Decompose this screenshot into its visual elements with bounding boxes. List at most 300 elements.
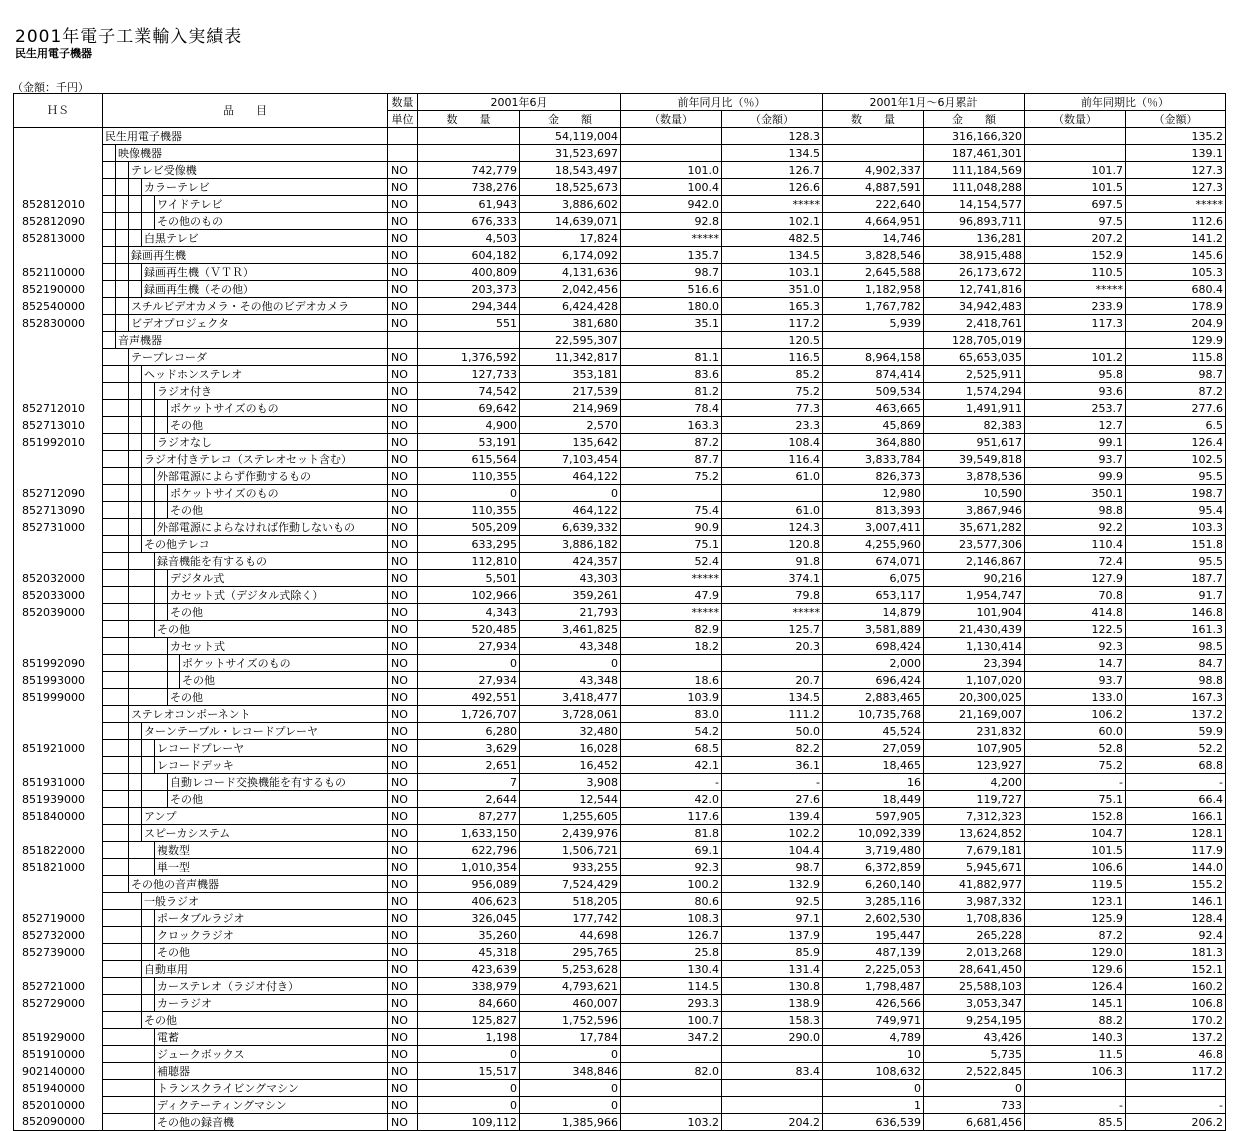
item-label: カラーテレビ	[142, 179, 388, 196]
yoy-month-qty-cell: *****	[621, 230, 722, 247]
month-qty-cell: 45,318	[418, 944, 520, 961]
month-qty-cell: 27,934	[418, 672, 520, 689]
month-qty-cell: 2,651	[418, 757, 520, 774]
tree-indent	[142, 1063, 155, 1080]
item-label: 電蓄	[155, 1029, 388, 1046]
yoy-period-qty-cell	[1025, 332, 1126, 349]
item-label: 自動車用	[142, 961, 388, 978]
hs-code: 852732000	[14, 927, 103, 944]
yoy-period-amount-cell: 161.3	[1126, 621, 1226, 638]
cum-amount-cell: 4,200	[924, 774, 1025, 791]
tree-indent	[129, 689, 142, 706]
tree-indent	[103, 825, 116, 842]
cum-qty-cell: 0	[823, 1080, 924, 1097]
month-amount-cell: 295,765	[520, 944, 621, 961]
table-row	[14, 434, 1226, 451]
tree-indent	[129, 910, 142, 927]
table-row	[14, 910, 1226, 927]
hs-code	[14, 162, 103, 179]
month-qty-cell: 102,966	[418, 587, 520, 604]
tree-indent	[129, 859, 142, 876]
col-header-yoy-month-amount: （金額）	[722, 111, 823, 128]
cum-amount-cell: 733	[924, 1097, 1025, 1114]
month-qty-cell: 604,182	[418, 247, 520, 264]
cum-qty-cell: 5,939	[823, 315, 924, 332]
cum-qty-cell: 826,373	[823, 468, 924, 485]
col-header-month: 2001年6月	[418, 94, 621, 111]
unit-cell: NO	[388, 553, 418, 570]
tree-indent	[129, 825, 142, 842]
table-row	[14, 723, 1226, 740]
yoy-period-qty-cell: 253.7	[1025, 400, 1126, 417]
table-row	[14, 536, 1226, 553]
tree-indent	[129, 621, 142, 638]
yoy-period-amount-cell: 204.9	[1126, 315, 1226, 332]
unit-cell: NO	[388, 417, 418, 434]
tree-indent	[116, 791, 129, 808]
month-amount-cell: 18,525,673	[520, 179, 621, 196]
tree-indent	[116, 570, 129, 587]
hs-code	[14, 383, 103, 400]
tree-indent	[155, 417, 168, 434]
yoy-period-amount-cell: 98.8	[1126, 672, 1226, 689]
month-amount-cell: 1,506,721	[520, 842, 621, 859]
cum-amount-cell: 2,525,911	[924, 366, 1025, 383]
table-row	[14, 876, 1226, 893]
yoy-month-qty-cell: 347.2	[621, 1029, 722, 1046]
item-label: ターンテーブル・レコードプレーヤ	[142, 723, 388, 740]
cum-amount-cell: 1,708,836	[924, 910, 1025, 927]
hs-code	[14, 825, 103, 842]
yoy-month-amount-cell	[722, 655, 823, 672]
yoy-month-qty-cell: 75.4	[621, 502, 722, 519]
hs-code	[14, 468, 103, 485]
tree-indent	[142, 672, 155, 689]
hs-code	[14, 536, 103, 553]
tree-indent	[116, 264, 129, 281]
month-amount-cell: 0	[520, 1046, 621, 1063]
month-qty-cell: 633,295	[418, 536, 520, 553]
yoy-period-amount-cell: 137.2	[1126, 1029, 1226, 1046]
tree-indent	[142, 1046, 155, 1063]
col-header-unit: 単位	[388, 111, 418, 128]
tree-indent	[129, 723, 142, 740]
cum-amount-cell: 2,418,761	[924, 315, 1025, 332]
yoy-month-amount-cell: 85.2	[722, 366, 823, 383]
cum-qty-cell: 2,000	[823, 655, 924, 672]
cum-qty-cell: 674,071	[823, 553, 924, 570]
yoy-month-qty-cell: 68.5	[621, 740, 722, 757]
unit-cell: NO	[388, 604, 418, 621]
month-qty-cell: 1,726,707	[418, 706, 520, 723]
table-row	[14, 791, 1226, 808]
item-label: テレビ受像機	[129, 162, 388, 179]
yoy-period-amount-cell: 112.6	[1126, 213, 1226, 230]
cum-amount-cell: 123,927	[924, 757, 1025, 774]
yoy-month-amount-cell: *****	[722, 604, 823, 621]
yoy-period-amount-cell: 151.8	[1126, 536, 1226, 553]
yoy-month-qty-cell: 103.9	[621, 689, 722, 706]
month-qty-cell: 84,660	[418, 995, 520, 1012]
tree-indent	[103, 978, 116, 995]
cum-amount-cell: 21,169,007	[924, 706, 1025, 723]
col-header-hs: ＨＳ	[14, 94, 103, 128]
tree-indent	[116, 417, 129, 434]
yoy-period-amount-cell: 95.4	[1126, 502, 1226, 519]
tree-indent	[116, 604, 129, 621]
yoy-month-qty-cell: 78.4	[621, 400, 722, 417]
tree-indent	[142, 655, 155, 672]
tree-indent	[103, 910, 116, 927]
yoy-month-amount-cell: 351.0	[722, 281, 823, 298]
tree-indent	[116, 740, 129, 757]
yoy-period-amount-cell: 181.3	[1126, 944, 1226, 961]
yoy-period-amount-cell: 155.2	[1126, 876, 1226, 893]
yoy-month-amount-cell: 204.2	[722, 1114, 823, 1131]
cum-qty-cell: 2,645,588	[823, 264, 924, 281]
month-amount-cell: 17,784	[520, 1029, 621, 1046]
tree-indent	[142, 434, 155, 451]
unit-cell: NO	[388, 808, 418, 825]
yoy-period-qty-cell: 87.2	[1025, 927, 1126, 944]
tree-indent	[116, 944, 129, 961]
cum-qty-cell: 45,524	[823, 723, 924, 740]
yoy-period-qty-cell: 152.8	[1025, 808, 1126, 825]
tree-indent	[103, 502, 116, 519]
month-amount-cell: 17,824	[520, 230, 621, 247]
yoy-month-qty-cell: 135.7	[621, 247, 722, 264]
month-qty-cell: 2,644	[418, 791, 520, 808]
tree-indent	[103, 672, 116, 689]
yoy-month-amount-cell: 27.6	[722, 791, 823, 808]
yoy-month-amount-cell: 137.9	[722, 927, 823, 944]
yoy-month-qty-cell: 108.3	[621, 910, 722, 927]
item-label: デジタル式	[168, 570, 388, 587]
yoy-period-amount-cell: 145.6	[1126, 247, 1226, 264]
unit-cell: NO	[388, 1029, 418, 1046]
month-amount-cell: 43,303	[520, 570, 621, 587]
table-row	[14, 587, 1226, 604]
month-amount-cell: 18,543,497	[520, 162, 621, 179]
yoy-period-qty-cell: 101.5	[1025, 842, 1126, 859]
yoy-month-amount-cell: 134.5	[722, 689, 823, 706]
hs-code	[14, 1012, 103, 1029]
hs-code: 852032000	[14, 570, 103, 587]
yoy-month-qty-cell: 100.2	[621, 876, 722, 893]
month-qty-cell: 0	[418, 655, 520, 672]
item-label: その他	[168, 689, 388, 706]
tree-indent	[116, 451, 129, 468]
month-amount-cell: 0	[520, 1080, 621, 1097]
item-label: カセット式（デジタル式除く）	[168, 587, 388, 604]
unit-cell: NO	[388, 451, 418, 468]
item-label: ディクテーティングマシン	[155, 1097, 388, 1114]
col-header-yoy-month: 前年同月比（％）	[621, 94, 823, 111]
tree-indent	[155, 400, 168, 417]
cum-qty-cell	[823, 145, 924, 162]
yoy-period-qty-cell: 70.8	[1025, 587, 1126, 604]
tree-indent	[129, 264, 142, 281]
hs-code	[14, 893, 103, 910]
yoy-period-qty-cell: *****	[1025, 281, 1126, 298]
tree-indent	[103, 366, 116, 383]
cum-amount-cell: 43,426	[924, 1029, 1025, 1046]
tree-indent	[116, 1080, 129, 1097]
tree-indent	[103, 315, 116, 332]
month-amount-cell: 217,539	[520, 383, 621, 400]
cum-qty-cell: 636,539	[823, 1114, 924, 1131]
item-label: 補聴器	[155, 1063, 388, 1080]
tree-indent	[129, 179, 142, 196]
tree-indent	[129, 1012, 142, 1029]
unit-cell: NO	[388, 1063, 418, 1080]
hs-code: 851993000	[14, 672, 103, 689]
month-qty-cell: 1,376,592	[418, 349, 520, 366]
cum-amount-cell: 14,154,577	[924, 196, 1025, 213]
yoy-month-amount-cell: 158.3	[722, 1012, 823, 1029]
month-amount-cell: 3,908	[520, 774, 621, 791]
month-amount-cell: 214,969	[520, 400, 621, 417]
tree-indent	[103, 570, 116, 587]
cum-qty-cell: 509,534	[823, 383, 924, 400]
yoy-period-amount-cell: 128.4	[1126, 910, 1226, 927]
yoy-month-qty-cell: 82.0	[621, 1063, 722, 1080]
tree-indent	[116, 519, 129, 536]
tree-indent	[129, 213, 142, 230]
tree-indent	[142, 689, 155, 706]
cum-amount-cell: 3,878,536	[924, 468, 1025, 485]
tree-indent	[103, 196, 116, 213]
yoy-month-qty-cell	[621, 1097, 722, 1114]
hs-code: 851931000	[14, 774, 103, 791]
tree-indent	[142, 910, 155, 927]
month-amount-cell: 14,639,071	[520, 213, 621, 230]
yoy-period-qty-cell: 350.1	[1025, 485, 1126, 502]
unit-cell	[388, 128, 418, 145]
cum-amount-cell: 1,107,020	[924, 672, 1025, 689]
tree-indent	[129, 417, 142, 434]
month-qty-cell	[418, 145, 520, 162]
cum-qty-cell: 1,798,487	[823, 978, 924, 995]
month-qty-cell: 125,827	[418, 1012, 520, 1029]
yoy-period-amount-cell: 178.9	[1126, 298, 1226, 315]
tree-indent	[129, 553, 142, 570]
cum-qty-cell: 108,632	[823, 1063, 924, 1080]
item-label: 複数型	[155, 842, 388, 859]
month-amount-cell: 381,680	[520, 315, 621, 332]
yoy-month-amount-cell: 36.1	[722, 757, 823, 774]
unit-cell: NO	[388, 638, 418, 655]
cum-qty-cell: 3,719,480	[823, 842, 924, 859]
tree-indent	[129, 281, 142, 298]
cum-amount-cell: 7,679,181	[924, 842, 1025, 859]
unit-cell: NO	[388, 519, 418, 536]
yoy-month-qty-cell: 35.1	[621, 315, 722, 332]
month-qty-cell: 520,485	[418, 621, 520, 638]
item-label: 白黒テレビ	[142, 230, 388, 247]
cum-amount-cell: 265,228	[924, 927, 1025, 944]
month-amount-cell: 5,253,628	[520, 961, 621, 978]
hs-code: 852110000	[14, 264, 103, 281]
col-header-item: 品 目	[103, 94, 388, 128]
yoy-period-amount-cell: 146.1	[1126, 893, 1226, 910]
table-row	[14, 315, 1226, 332]
hs-code	[14, 961, 103, 978]
yoy-period-qty-cell: 99.1	[1025, 434, 1126, 451]
cum-qty-cell: 4,255,960	[823, 536, 924, 553]
month-qty-cell: 27,934	[418, 638, 520, 655]
tree-indent	[129, 451, 142, 468]
item-label: 録画再生機	[129, 247, 388, 264]
table-row	[14, 281, 1226, 298]
month-amount-cell: 1,385,966	[520, 1114, 621, 1131]
cum-qty-cell: 10,092,339	[823, 825, 924, 842]
yoy-month-amount-cell: 108.4	[722, 434, 823, 451]
yoy-month-qty-cell: 25.8	[621, 944, 722, 961]
cum-amount-cell: 128,705,019	[924, 332, 1025, 349]
table-row	[14, 1046, 1226, 1063]
yoy-period-qty-cell	[1025, 1080, 1126, 1097]
unit-cell: NO	[388, 910, 418, 927]
yoy-period-qty-cell: 12.7	[1025, 417, 1126, 434]
table-row	[14, 485, 1226, 502]
cum-qty-cell: 487,139	[823, 944, 924, 961]
unit-cell: NO	[388, 825, 418, 842]
tree-indent	[129, 927, 142, 944]
yoy-period-qty-cell: 133.0	[1025, 689, 1126, 706]
yoy-month-qty-cell: -	[621, 774, 722, 791]
table-row	[14, 1114, 1226, 1131]
hs-code: 852713010	[14, 417, 103, 434]
month-qty-cell: 74,542	[418, 383, 520, 400]
cum-qty-cell: 6,372,859	[823, 859, 924, 876]
yoy-month-qty-cell: 42.0	[621, 791, 722, 808]
yoy-month-amount-cell: 126.7	[722, 162, 823, 179]
hs-code: 852190000	[14, 281, 103, 298]
unit-cell: NO	[388, 485, 418, 502]
hs-code: 851939000	[14, 791, 103, 808]
tree-indent	[129, 655, 142, 672]
table-row	[14, 451, 1226, 468]
cum-amount-cell: 3,053,347	[924, 995, 1025, 1012]
hs-code: 852719000	[14, 910, 103, 927]
tree-indent	[116, 672, 129, 689]
yoy-month-qty-cell: 117.6	[621, 808, 722, 825]
yoy-period-qty-cell: 207.2	[1025, 230, 1126, 247]
tree-indent	[142, 757, 155, 774]
yoy-month-amount-cell: 97.1	[722, 910, 823, 927]
month-amount-cell: 43,348	[520, 638, 621, 655]
tree-indent	[142, 638, 155, 655]
month-qty-cell: 615,564	[418, 451, 520, 468]
tree-indent	[103, 927, 116, 944]
unit-cell: NO	[388, 1097, 418, 1114]
yoy-month-amount-cell: 50.0	[722, 723, 823, 740]
tree-indent	[116, 706, 129, 723]
cum-amount-cell: 119,727	[924, 791, 1025, 808]
tree-indent	[129, 485, 142, 502]
month-amount-cell: 3,886,602	[520, 196, 621, 213]
tree-indent	[103, 213, 116, 230]
cum-amount-cell: 96,893,711	[924, 213, 1025, 230]
month-qty-cell: 6,280	[418, 723, 520, 740]
yoy-period-amount-cell: 128.1	[1126, 825, 1226, 842]
tree-indent	[103, 944, 116, 961]
yoy-month-amount-cell: 482.5	[722, 230, 823, 247]
month-qty-cell: 956,089	[418, 876, 520, 893]
yoy-month-qty-cell: 82.9	[621, 621, 722, 638]
tree-indent	[103, 689, 116, 706]
hs-code: 852729000	[14, 995, 103, 1012]
tree-indent	[129, 587, 142, 604]
hs-code	[14, 553, 103, 570]
month-qty-cell: 87,277	[418, 808, 520, 825]
month-amount-cell: 3,728,061	[520, 706, 621, 723]
tree-indent	[116, 655, 129, 672]
table-row	[14, 995, 1226, 1012]
hs-code: 852713090	[14, 502, 103, 519]
import-table	[13, 93, 1226, 1131]
tree-indent	[155, 774, 168, 791]
tree-indent	[103, 468, 116, 485]
yoy-period-amount-cell: 167.3	[1126, 689, 1226, 706]
month-qty-cell: 400,809	[418, 264, 520, 281]
tree-indent	[103, 1080, 116, 1097]
month-amount-cell: 6,424,428	[520, 298, 621, 315]
yoy-month-amount-cell: 120.8	[722, 536, 823, 553]
yoy-month-qty-cell: 126.7	[621, 927, 722, 944]
cum-amount-cell: 316,166,320	[924, 128, 1025, 145]
item-label: 録画再生機（ＶＴＲ）	[142, 264, 388, 281]
yoy-month-amount-cell: 165.3	[722, 298, 823, 315]
table-row	[14, 621, 1226, 638]
cum-qty-cell: 364,880	[823, 434, 924, 451]
cum-amount-cell: 3,987,332	[924, 893, 1025, 910]
tree-indent	[129, 196, 142, 213]
yoy-month-amount-cell: -	[722, 774, 823, 791]
cum-amount-cell: 20,300,025	[924, 689, 1025, 706]
item-label: その他	[180, 672, 388, 689]
tree-indent	[116, 298, 129, 315]
yoy-period-qty-cell: 95.8	[1025, 366, 1126, 383]
yoy-period-amount-cell: 277.6	[1126, 400, 1226, 417]
cum-amount-cell: 23,577,306	[924, 536, 1025, 553]
cum-qty-cell: 2,883,465	[823, 689, 924, 706]
unit-cell: NO	[388, 213, 418, 230]
yoy-month-qty-cell	[621, 128, 722, 145]
tree-indent	[129, 1029, 142, 1046]
yoy-period-amount-cell: 129.9	[1126, 332, 1226, 349]
yoy-period-qty-cell: 129.0	[1025, 944, 1126, 961]
yoy-month-qty-cell: 54.2	[621, 723, 722, 740]
table-row	[14, 961, 1226, 978]
cum-qty-cell	[823, 332, 924, 349]
unit-cell: NO	[388, 468, 418, 485]
yoy-period-qty-cell: 414.8	[1025, 604, 1126, 621]
yoy-month-amount-cell: 23.3	[722, 417, 823, 434]
cum-amount-cell: 0	[924, 1080, 1025, 1097]
yoy-period-amount-cell: 144.0	[1126, 859, 1226, 876]
yoy-period-qty-cell: 152.9	[1025, 247, 1126, 264]
cum-qty-cell: 6,075	[823, 570, 924, 587]
item-label: ビデオプロジェクタ	[129, 315, 388, 332]
cum-amount-cell: 7,312,323	[924, 808, 1025, 825]
tree-indent	[116, 485, 129, 502]
tree-indent	[129, 400, 142, 417]
tree-indent	[155, 570, 168, 587]
month-qty-cell: 1,010,354	[418, 859, 520, 876]
unit-cell: NO	[388, 774, 418, 791]
